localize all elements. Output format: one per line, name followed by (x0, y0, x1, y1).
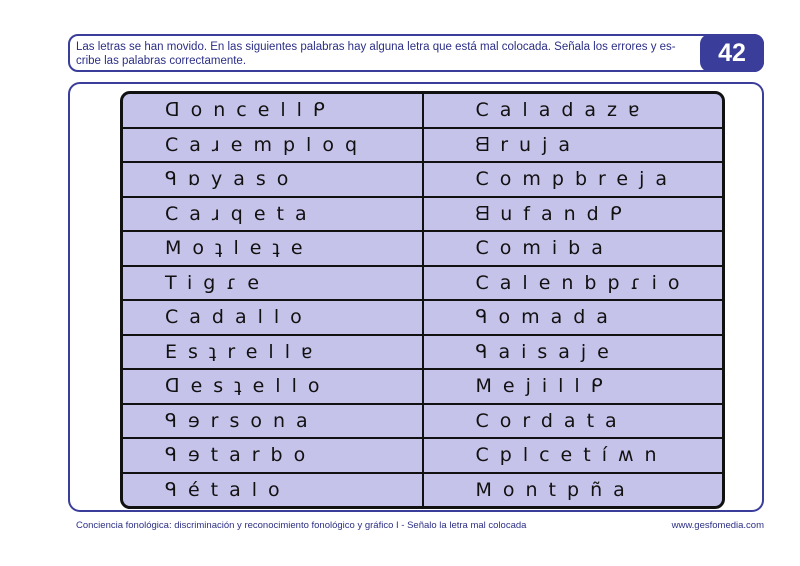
word-cell: Calenbpɾio (424, 267, 723, 300)
word-cell: ᑫétalo (123, 474, 422, 507)
word-cell: Caɹqeta (123, 198, 422, 231)
word-cell: Cordata (424, 405, 723, 438)
word-cell: ᗺruja (424, 129, 723, 162)
word-cell: ᑫɒyaso (123, 163, 422, 196)
word-cell: ᑫɘtarbo (123, 439, 422, 472)
word-cell: ᑫaisaje (424, 336, 723, 369)
word-cell: Caɹemploq (123, 129, 422, 162)
word-cell: Tigɾe (123, 267, 422, 300)
footer-website: www.gesfomedia.com (671, 520, 764, 531)
page-number: 42 (718, 39, 746, 67)
instruction-box (68, 34, 764, 72)
instruction-text: Las letras se han movido. En las siguientes palabras hay alguna letra que está mal colocada. Señala los errores y es-cribe las palabras correctamente. (76, 41, 676, 67)
word-cell: ᗡesʇello (123, 370, 422, 403)
word-cell: ᑫomada (424, 301, 723, 334)
word-cell: Caladazɐ (424, 94, 723, 127)
word-cell: Cplcetíʍn (424, 439, 723, 472)
word-cell: Montpña (424, 474, 723, 507)
word-cell: ᑫɘrsona (123, 405, 422, 438)
word-table (120, 91, 725, 509)
word-cell: Esʇrellɐ (123, 336, 422, 369)
word-cell: Comiba (424, 232, 723, 265)
page-number-badge (700, 34, 764, 72)
left-column (123, 94, 422, 506)
word-cell: Compbreja (424, 163, 723, 196)
word-cell: Mejillᑭ (424, 370, 723, 403)
footer-description: Conciencia fonológica: discriminación y reconocimiento fonológico y gráfico I - Señalo la letra mal colocada (76, 520, 527, 531)
word-cell: Moʇleʇe (123, 232, 422, 265)
right-column (424, 94, 723, 506)
word-cell: ᗡoncellᑭ (123, 94, 422, 127)
word-cell: Cadallo (123, 301, 422, 334)
word-cell: ᗺufandᑭ (424, 198, 723, 231)
